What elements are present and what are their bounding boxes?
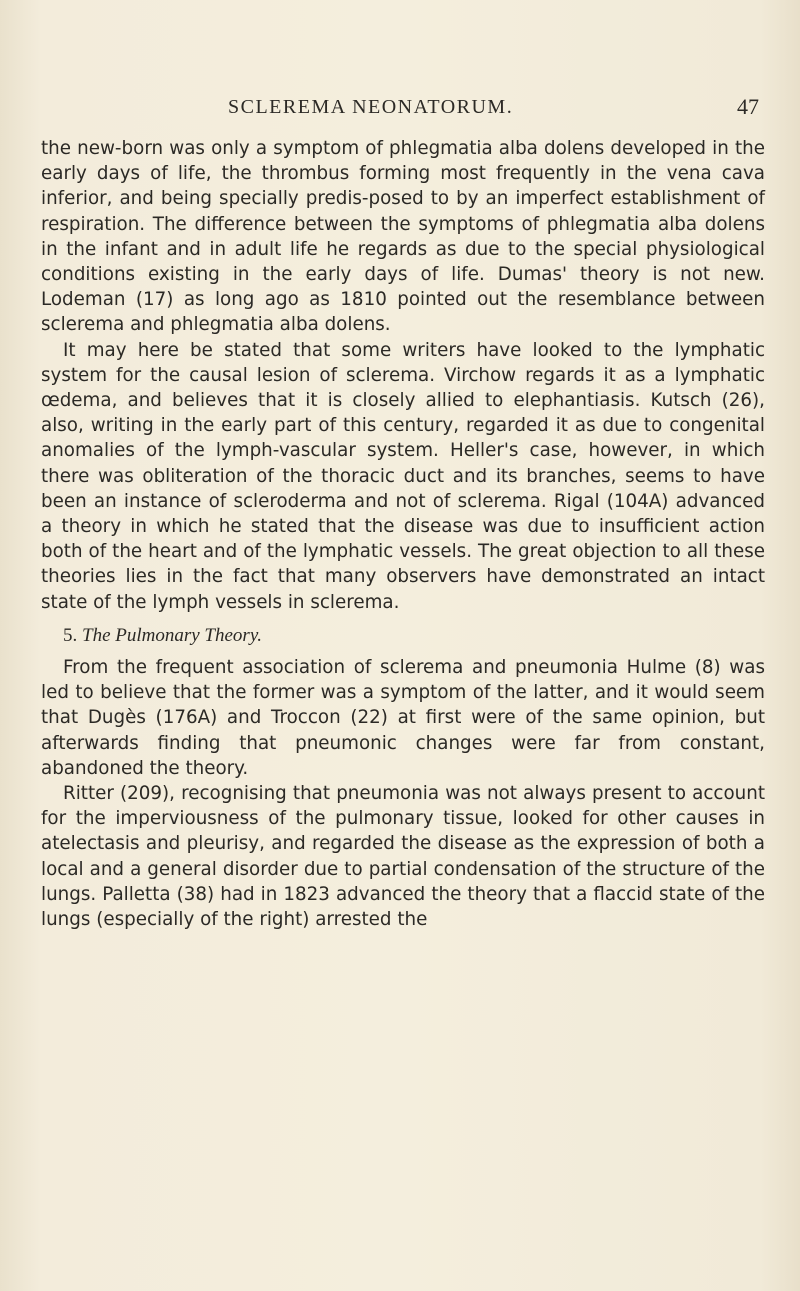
paragraph-pulmonary-1: From the frequent association of sclerema and pneumonia Hulme (8) was led to believe that the former was a symptom of the latter, and it would seem that Dugès (176A) and Troccon (22) at first were of the same opinion, but afterwards finding that pneumonic changes were far from constant, abandoned the theory. [41, 657, 765, 779]
section-heading [41, 623, 765, 648]
body-text [41, 136, 765, 932]
paragraph-continuation: the new-born was only a symptom of phlegmatia alba dolens developed in the early days of life, the thrombus forming most frequently in the vena cava inferior, and being specially predis-posed to by an imperfect establishment of respiration. The difference between the symptoms of phlegmatia alba dolens in the infant and in adult life he regards as due to the special physiological conditions existing in the early days of life. Dumas' theory is not new. Lodeman (17) as long ago as 1810 pointed out the resemblance between sclerema and phlegmatia alba dolens. [41, 138, 765, 336]
page-number: 47 [737, 94, 759, 119]
paragraph-pulmonary-2: Ritter (209), recognising that pneumonia was not always present to account for the imperviousness of the pulmonary tissue, looked for other causes in atelectasis and pleurisy, and regarded the disease as the expression of both a local and a general disorder due to partial condensation of the structure of the lungs. Palletta (38) had in 1823 advanced the theory that a flaccid state of the lungs (especially of the right) arrested the [41, 783, 765, 931]
page-header [0, 96, 800, 124]
paragraph-lymphatic-theory: It may here be stated that some writers have looked to the lymphatic system for the causal lesion of sclerema. Virchow regards it as a lymphatic œdema, and believes that it is closely allied to elephantiasis. Kutsch (26), also, writing in the early part of this century, regarded it as due to congenital anomalies of the lymph-vascular system. Heller's case, however, in which there was obliteration of the thoracic duct and its branches, seems to have been an instance of scleroderma and not of sclerema. Rigal (104A) advanced a theory in which he stated that the disease was due to insufficient action both of the heart and of the lymphatic vessels. The great objection to all these theories lies in the fact that many observers have demonstrated an intact state of the lymph vessels in sclerema. [41, 339, 765, 613]
section-title: The Pulmonary Theory. [82, 624, 262, 646]
running-head: SCLEREMA NEONATORUM. [228, 96, 514, 118]
section-number: 5. [63, 624, 78, 646]
